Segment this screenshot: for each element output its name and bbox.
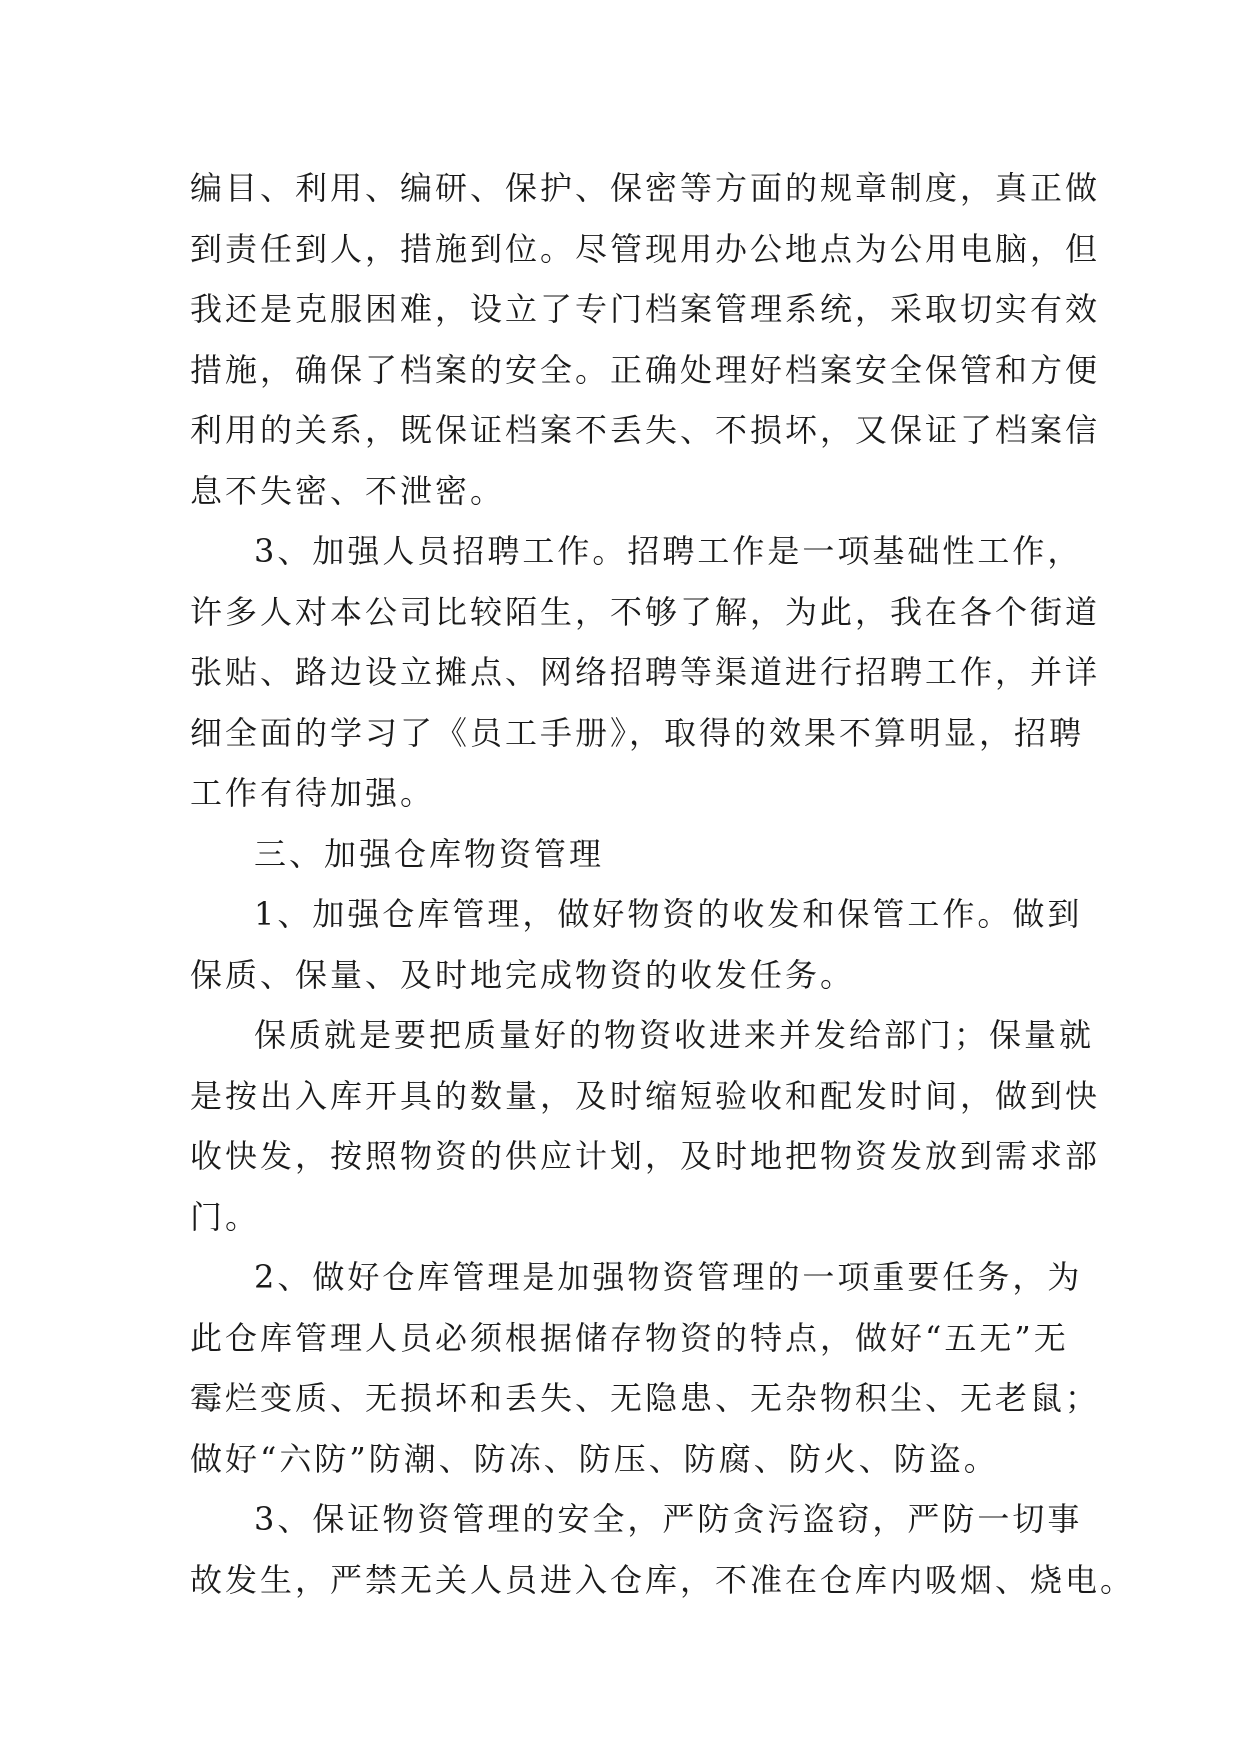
text-line: 霉烂变质、无损坏和丢失、无隐患、无杂物积尘、无老鼠； — [190, 1379, 1101, 1417]
text-line: 编目、利用、编研、保护、保密等方面的规章制度，真正做 — [190, 169, 1101, 207]
document-page — [190, 158, 1136, 1610]
text-line: 到责任到人，措施到位。尽管现用办公地点为公用电脑，但 — [190, 229, 1101, 268]
text-line: 保质就是要把质量好的物资收进来并发给部门；保量就 — [254, 1016, 1095, 1054]
text-line: 故发生，严禁无关人员进入仓库，不准在仓库内吸烟、烧电。 — [190, 1560, 1136, 1599]
text-line: 工作有待加强。 — [190, 774, 436, 812]
text-line: 做好“六防”防潮、防冻、防压、防腐、防火、防盗。 — [190, 1439, 999, 1478]
text-line: 保质、保量、及时地完成物资的收发任务。 — [190, 955, 856, 994]
text-line: 收快发，按照物资的供应计划，及时地把物资发放到需求部 — [190, 1137, 1101, 1175]
text-line: 1、加强仓库管理，做好物资的收发和保管工作。做到 — [254, 895, 1083, 933]
text-line: 3、保证物资管理的安全，严防贪污盗窃，严防一切事 — [254, 1500, 1083, 1538]
text-line: 是按出入库开具的数量，及时缩短验收和配发时间，做到快 — [190, 1076, 1101, 1115]
text-line: 2、做好仓库管理是加强物资管理的一项重要任务，为 — [254, 1258, 1083, 1296]
text-line: 息不失密、不泄密。 — [190, 471, 506, 510]
text-line: 措施，确保了档案的安全。正确处理好档案安全保管和方便 — [190, 350, 1101, 389]
text-line: 张贴、路边设立摊点、网络招聘等渠道进行招聘工作，并详 — [190, 653, 1101, 691]
text-line: 门。 — [190, 1197, 261, 1236]
text-line: 许多人对本公司比较陌生，不够了解，为此，我在各个街道 — [190, 592, 1101, 631]
text-line: 此仓库管理人员必须根据储存物资的特点，做好“五无”无 — [190, 1318, 1069, 1357]
text-line: 细全面的学习了《员工手册》，取得的效果不算明显，招聘 — [190, 713, 1085, 752]
text-line: 三、加强仓库物资管理 — [254, 834, 605, 873]
text-line: 利用的关系，既保证档案不丢失、不损坏，又保证了档案信 — [190, 411, 1101, 449]
text-line: 3、加强人员招聘工作。招聘工作是一项基础性工作， — [254, 532, 1083, 570]
text-line: 我还是克服困难，设立了专门档案管理系统，采取切实有效 — [190, 290, 1101, 328]
